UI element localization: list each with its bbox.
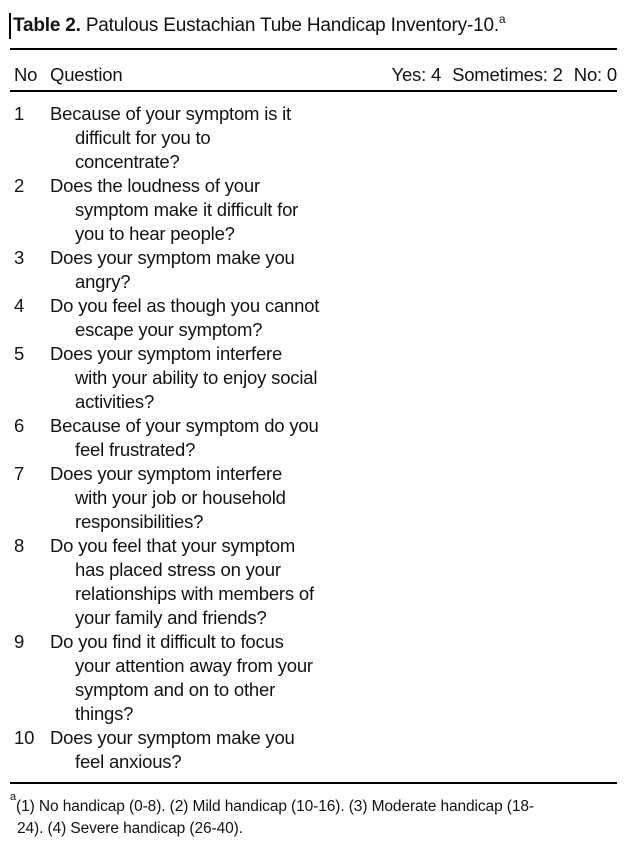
question-number: 10 (14, 727, 35, 748)
table-title-label: Table 2. (13, 15, 81, 36)
question-row (10, 246, 617, 294)
question-row (10, 102, 617, 174)
header-scale-group (392, 63, 617, 87)
question-number: 9 (14, 631, 25, 652)
question-row (10, 174, 617, 246)
question-list (10, 92, 617, 782)
question-number: 6 (14, 415, 25, 436)
question-text: Does your symptom make you angry? (50, 247, 295, 292)
question-number: 5 (14, 343, 25, 364)
question-text: Does your symptom make you feel anxious? (50, 727, 295, 772)
question-number: 1 (14, 103, 25, 124)
rule-above-footnote (10, 782, 617, 784)
question-row (10, 630, 617, 726)
question-number: 4 (14, 295, 25, 316)
table-header-row (10, 50, 617, 90)
table-footnote (10, 790, 617, 840)
question-text: Do you find it difficult to focus your attention away from your symptom and on to other things? (50, 631, 313, 724)
question-row (10, 726, 617, 774)
question-text: Do you feel as though you cannot escape your symptom? (50, 295, 320, 340)
footnote-text (10, 790, 617, 840)
question-row (10, 414, 617, 462)
footnote-line-1: (1) No handicap (0-8). (2) Mild handicap (10-16). (3) Moderate handicap (18- (16, 798, 534, 815)
header-scale-no: No: 0 (573, 64, 617, 85)
header-scale-sometimes: Sometimes: 2 (452, 64, 563, 85)
footnote-line-2: 24). (4) Severe handicap (26-40). (17, 820, 243, 837)
table-title-caption: Patulous Eustachian Tube Handicap Inventory-10. (80, 15, 499, 36)
question-number: 7 (14, 463, 25, 484)
question-number: 2 (14, 175, 25, 196)
header-question-column: Question (50, 64, 123, 85)
header-scale-yes: Yes: 4 (391, 64, 442, 85)
question-text: Because of your symptom do you feel frustrated? (50, 415, 319, 460)
question-row (10, 462, 617, 534)
question-number: 3 (14, 247, 25, 268)
table-title (9, 13, 617, 39)
question-text: Do you feel that your symptom has placed stress on your relationships with members of your family and friends? (50, 535, 314, 628)
question-row (10, 294, 617, 342)
question-text: Does the loudness of your symptom make it difficult for you to hear people? (50, 175, 299, 244)
question-row (10, 342, 617, 414)
question-text: Does your symptom interfere with your ability to enjoy social activities? (50, 343, 318, 412)
header-no-column: No (14, 64, 38, 85)
question-text: Because of your symptom is it difficult for you to concentrate? (50, 103, 291, 172)
question-row (10, 534, 617, 630)
footnote-marker: a (10, 790, 17, 803)
table-title-footnote-marker: a (498, 11, 506, 26)
question-text: Does your symptom interfere with your job or household responsibilities? (50, 463, 286, 532)
question-number: 8 (14, 535, 25, 556)
